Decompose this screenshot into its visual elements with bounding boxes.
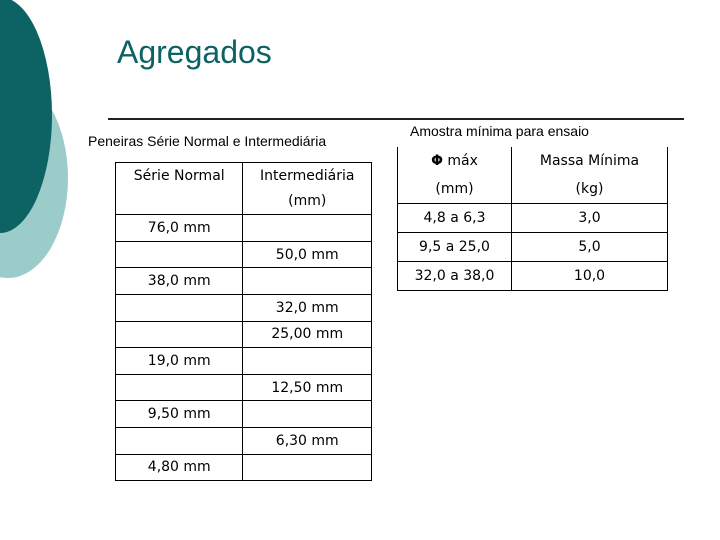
table-row [116,241,372,268]
header-dmax-label: máx [447,153,478,169]
cell-intermediate [243,401,372,428]
cell-normal: 38,0 mm [116,268,243,295]
sample-table-caption: Amostra mínima para ensaio [410,123,589,139]
header-dmax [398,147,512,175]
table-row [398,262,668,291]
table-header-row [116,189,372,215]
table-header-row [398,175,668,204]
table-row [116,348,372,375]
table-row [116,427,372,454]
cell-mass: 10,0 [512,262,668,291]
header-intermediate-unit: (mm) [243,189,372,215]
table-header-row [116,163,372,189]
table-row [116,454,372,481]
sieve-table-caption: Peneiras Série Normal e Intermediária [88,133,327,149]
cell-normal: 9,50 mm [116,401,243,428]
table-row [116,321,372,348]
cell-dmax: 32,0 a 38,0 [398,262,512,291]
cell-normal: 4,80 mm [116,454,243,481]
slide-title: Agregados [117,34,272,70]
decorative-shapes [0,0,80,300]
cell-normal [116,374,243,401]
header-normal-unit-blank [116,189,243,215]
cell-normal [116,321,243,348]
table-header-row [398,147,668,175]
header-dmax-unit: (mm) [398,175,512,204]
phi-symbol: Φ [431,153,443,169]
table-row [398,204,668,233]
table-row [116,374,372,401]
table-row [116,294,372,321]
cell-mass: 5,0 [512,233,668,262]
table-row [116,215,372,242]
sieve-table [115,162,372,481]
cell-intermediate: 50,0 mm [243,241,372,268]
cell-dmax: 4,8 a 6,3 [398,204,512,233]
cell-intermediate: 6,30 mm [243,427,372,454]
cell-normal: 19,0 mm [116,348,243,375]
table-row [116,401,372,428]
cell-normal: 76,0 mm [116,215,243,242]
sample-table [397,147,668,291]
header-min-mass-unit: (kg) [512,175,668,204]
cell-intermediate: 25,00 mm [243,321,372,348]
cell-normal [116,427,243,454]
cell-dmax: 9,5 a 25,0 [398,233,512,262]
table-row [116,268,372,295]
cell-intermediate: 12,50 mm [243,374,372,401]
cell-mass: 3,0 [512,204,668,233]
table-row [398,233,668,262]
header-min-mass: Massa Mínima [512,147,668,175]
header-normal-series: Série Normal [116,163,243,189]
cell-intermediate: 32,0 mm [243,294,372,321]
cell-intermediate [243,348,372,375]
divider-line [108,118,684,120]
cell-normal [116,241,243,268]
cell-intermediate [243,454,372,481]
cell-intermediate [243,268,372,295]
cell-normal [116,294,243,321]
header-intermediate: Intermediária [243,163,372,189]
cell-intermediate [243,215,372,242]
